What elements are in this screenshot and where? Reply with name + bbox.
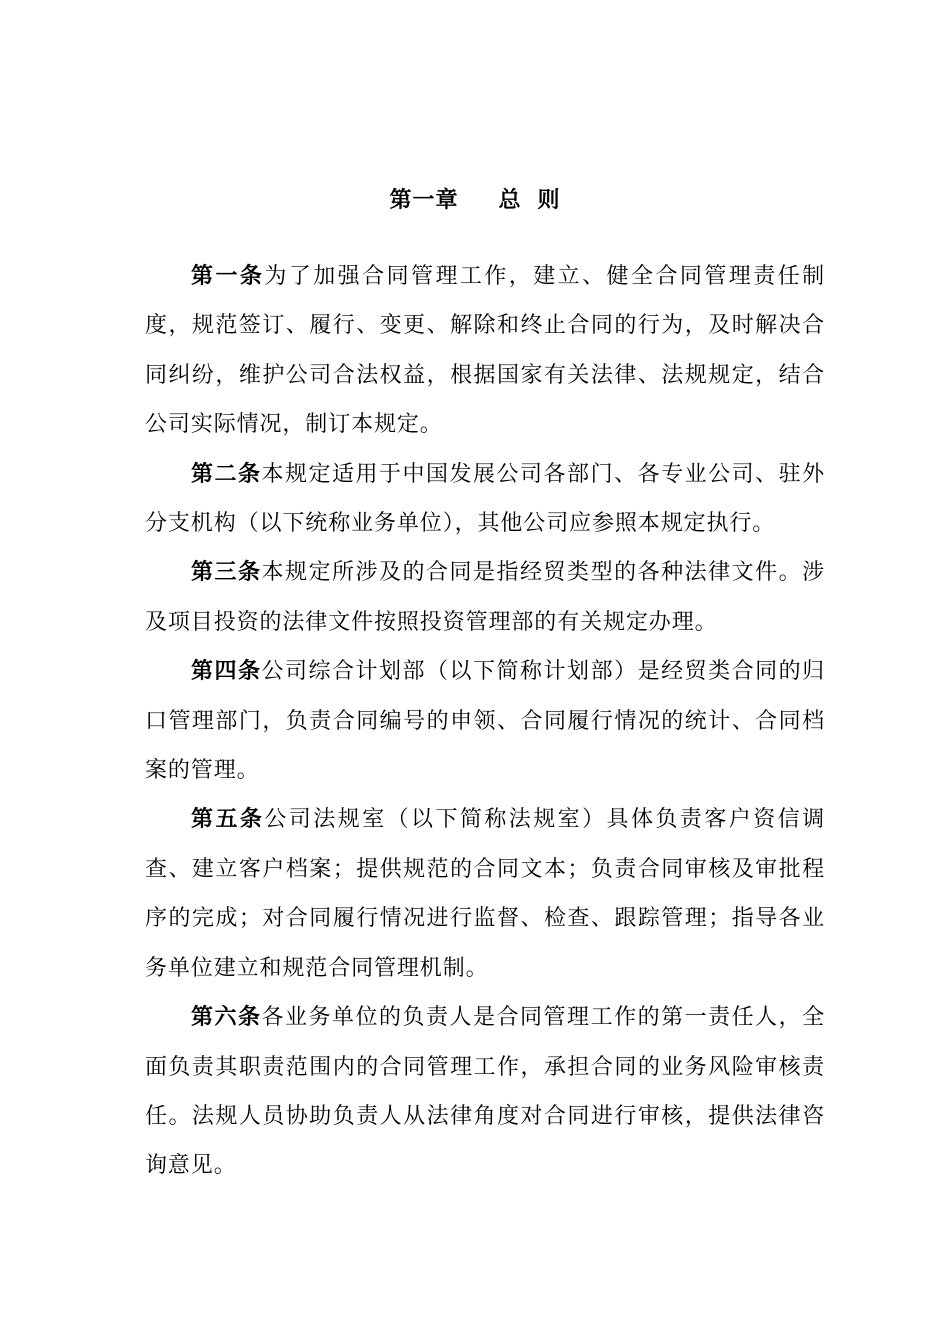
article-text: 公司综合计划部（以下简称计划部）是经贸类合同的归口管理部门，负责合同编号的申领、合同履行情况的统计、合同档案的管理。 bbox=[145, 659, 825, 784]
article-label: 第二条 bbox=[191, 460, 262, 487]
article-1 bbox=[145, 252, 825, 450]
article-text: 公司法规室（以下简称法规室）具体负责客户资信调查、建立客户档案；提供规范的合同文本；负责合同审核及审批程序的完成；对合同履行情况进行监督、检查、跟踪管理；指导各业务单位建立和规范合同管理机制。 bbox=[145, 807, 826, 981]
article-6 bbox=[145, 993, 825, 1191]
article-text: 本规定所涉及的合同是指经贸类型的各种法律文件。涉及项目投资的法律文件按照投资管理部的有关规定办理。 bbox=[145, 560, 825, 635]
article-text: 本规定适用于中国发展公司各部门、各专业公司、驻外分支机构（以下统称业务单位），其他公司应参照本规定执行。 bbox=[145, 461, 825, 537]
article-2 bbox=[145, 450, 825, 549]
article-4 bbox=[145, 647, 825, 795]
chapter-name-part2: 则 bbox=[537, 187, 561, 213]
article-5 bbox=[145, 795, 825, 993]
chapter-name-part1: 总 bbox=[498, 187, 522, 213]
document-body bbox=[145, 252, 825, 1191]
article-text: 为了加强合同管理工作，建立、健全合同管理责任制度，规范签订、履行、变更、解除和终止合同的行为，及时解决合同纠纷，维护公司合法权益，根据国家有关法律、法规规定，结合公司实际情况，制订本规定。 bbox=[145, 264, 826, 438]
chapter-number: 第一章 bbox=[389, 187, 459, 213]
article-label: 第一条 bbox=[191, 263, 265, 289]
article-3 bbox=[145, 548, 825, 647]
article-label: 第五条 bbox=[191, 806, 265, 833]
article-label: 第六条 bbox=[191, 1004, 262, 1031]
article-label: 第三条 bbox=[191, 559, 262, 586]
article-text: 各业务单位的负责人是合同管理工作的第一责任人，全面负责其职责范围内的合同管理工作，承担合同的业务风险审核责任。法规人员协助负责人从法律角度对合同进行审核，提供法律咨询意见。 bbox=[145, 1005, 825, 1179]
article-label: 第四条 bbox=[191, 658, 262, 685]
chapter-title bbox=[0, 185, 950, 215]
